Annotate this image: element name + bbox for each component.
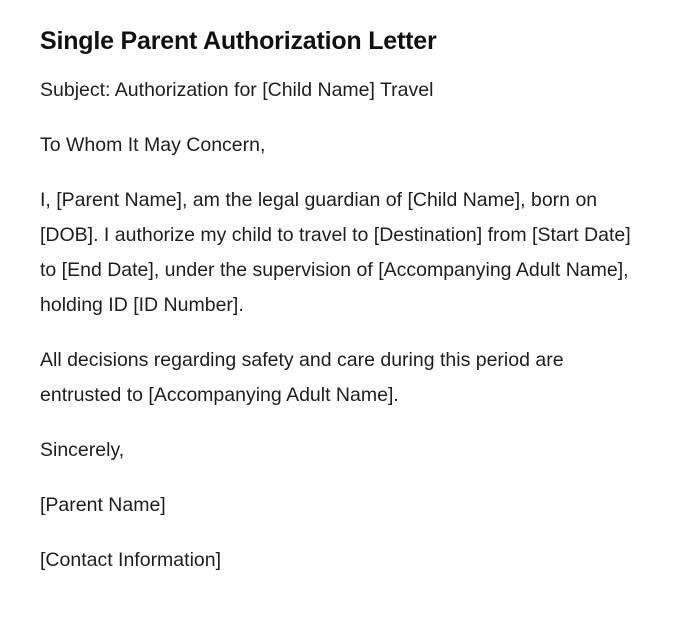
letter-salutation: To Whom It May Concern, <box>40 134 266 156</box>
letter-signer-name: [Parent Name] <box>40 494 166 516</box>
letter-title: Single Parent Authorization Letter <box>40 27 437 55</box>
letter-body-paragraph-1: I, [Parent Name], am the legal guardian of [Child Name], born on [DOB]. I authorize my child to travel to [Destination] from [Start Date] to [End Date], under the supervision of [Accompanying Adult Name], holding ID [ID Number]. <box>40 189 631 316</box>
letter-body-paragraph-2: All decisions regarding safety and care during this period are entrusted to [Accompanying Adult Name]. <box>40 349 564 406</box>
letter-subject: Subject: Authorization for [Child Name] Travel <box>40 79 434 101</box>
letter-contact-information: [Contact Information] <box>40 549 222 571</box>
letter-closing: Sincerely, <box>40 439 125 461</box>
